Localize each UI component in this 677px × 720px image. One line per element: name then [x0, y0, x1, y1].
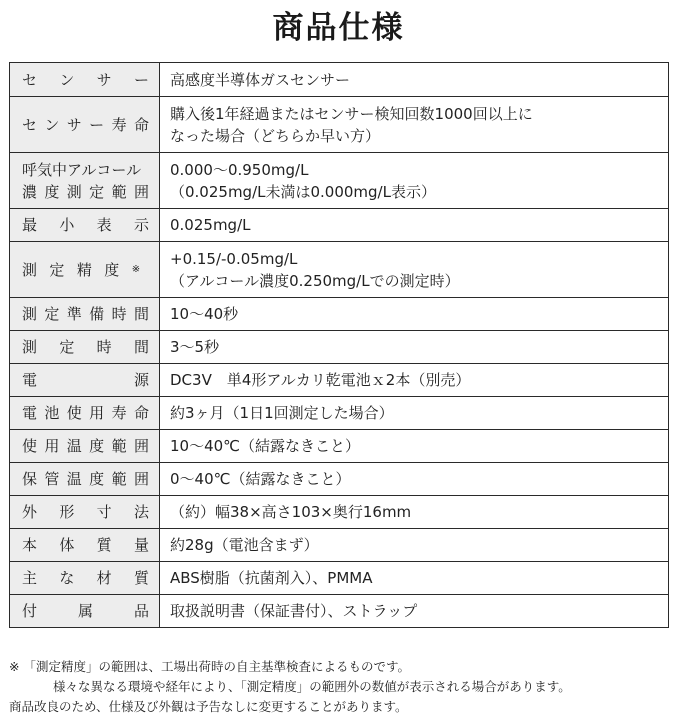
spec-row	[10, 430, 669, 463]
spec-row	[10, 242, 669, 298]
notes	[9, 657, 674, 717]
spec-label-text: 使 用 温 度 範 囲	[22, 437, 149, 455]
spec-value-line: 高感度半導体ガスセンサー	[170, 70, 351, 89]
spec-label-text: 保 管 温 度 範 囲	[22, 470, 149, 488]
spec-value-line: なった場合（どちらか早い方）	[170, 126, 381, 145]
spec-label	[10, 397, 160, 430]
spec-label-text: 最 小 表 示	[22, 216, 149, 234]
spec-label	[10, 97, 160, 153]
spec-label-text: セ ン サ ー	[22, 70, 149, 89]
spec-value-line: +0.15/-0.05mg/L	[170, 249, 298, 268]
spec-label	[10, 209, 160, 242]
spec-label	[10, 595, 160, 628]
spec-label	[10, 463, 160, 496]
spec-value-line: 0.025mg/L	[170, 216, 251, 234]
spec-value	[160, 97, 669, 153]
spec-label	[10, 529, 160, 562]
spec-label	[10, 331, 160, 364]
spec-value-line: （0.025mg/L未満は0.000mg/L表示）	[170, 182, 436, 201]
spec-label	[10, 562, 160, 595]
spec-row	[10, 153, 669, 209]
spec-value	[160, 153, 669, 209]
spec-label	[10, 364, 160, 397]
note-line: 様々な異なる環境や経年により、「測定精度」の範囲外の数値が表示される場合があります。	[53, 679, 571, 694]
spec-value-line: 10〜40秒	[170, 305, 239, 323]
spec-label-line: 呼気中アルコール	[22, 160, 142, 179]
spec-value-line: 10〜40℃（結露なきこと）	[170, 437, 361, 455]
spec-label-text: 本 体 質 量	[22, 536, 149, 554]
spec-value	[160, 463, 669, 496]
spec-value	[160, 496, 669, 529]
spec-value	[160, 364, 669, 397]
spec-label-text: 外 形 寸 法	[22, 503, 149, 521]
spec-row	[10, 298, 669, 331]
spec-row	[10, 63, 669, 97]
spec-value	[160, 595, 669, 628]
spec-value	[160, 331, 669, 364]
spec-label-text: 付 属 品	[22, 602, 149, 620]
spec-label	[10, 298, 160, 331]
spec-value	[160, 298, 669, 331]
spec-value	[160, 529, 669, 562]
spec-value	[160, 209, 669, 242]
page-title: 商品仕様	[272, 10, 405, 46]
spec-label-line: 濃 度 測 定 範 囲	[22, 182, 149, 201]
spec-value-line: （約）幅38×高さ103×奥行16mm	[170, 503, 412, 521]
spec-value-line: 0〜40℃（結露なきこと）	[170, 470, 351, 488]
spec-row	[10, 595, 669, 628]
note-mark: ※	[131, 263, 141, 275]
spec-value	[160, 430, 669, 463]
spec-label-text: 測 定 時 間	[22, 338, 149, 356]
note-line: 商品改良のため、仕様及び外観は予告なしに変更することがあります。	[9, 699, 408, 714]
spec-row	[10, 97, 669, 153]
spec-row	[10, 463, 669, 496]
spec-row	[10, 562, 669, 595]
spec-label-text: 電 池 使 用 寿 命	[22, 404, 149, 422]
spec-value-line: 購入後1年経過またはセンサー検知回数1000回以上に	[170, 104, 533, 123]
spec-value	[160, 242, 669, 298]
spec-label	[10, 430, 160, 463]
spec-value-line: ABS樹脂（抗菌剤入）、PMMA	[170, 569, 373, 587]
spec-row	[10, 397, 669, 430]
spec-label	[10, 242, 160, 298]
spec-row	[10, 496, 669, 529]
spec-value	[160, 562, 669, 595]
spec-label-text: セ ン サ ー 寿 命	[22, 115, 149, 134]
spec-label	[10, 63, 160, 97]
spec-table	[9, 62, 669, 628]
spec-row	[10, 529, 669, 562]
spec-row	[10, 209, 669, 242]
spec-label	[10, 153, 160, 209]
note-line: ※ 「測定精度」の範囲は、工場出荷時の自主基準検査によるものです。	[9, 659, 410, 674]
spec-label-text: 電 源	[22, 371, 149, 389]
spec-row	[10, 331, 669, 364]
spec-value-line: 取扱説明書（保証書付）、ストラップ	[170, 602, 418, 620]
spec-value-line: 3〜5秒	[170, 338, 220, 356]
spec-value-line: 約3ヶ月（1日1回測定した場合）	[170, 404, 394, 422]
spec-label-text: 主 な 材 質	[22, 569, 149, 587]
spec-label-text: 測 定 精 度 ※	[22, 260, 141, 279]
spec-value	[160, 63, 669, 97]
spec-value-line: 0.000〜0.950mg/L	[170, 160, 309, 179]
spec-row	[10, 364, 669, 397]
spec-value-line: （アルコール濃度0.250mg/Lでの測定時）	[170, 271, 460, 290]
spec-value-line: DC3V 単4形アルカリ乾電池ｘ2本（別売）	[170, 371, 471, 389]
spec-value-line: 約28g（電池含まず）	[170, 536, 319, 554]
spec-label-text: 測 定 準 備 時 間	[22, 305, 149, 323]
spec-label	[10, 496, 160, 529]
spec-value	[160, 397, 669, 430]
